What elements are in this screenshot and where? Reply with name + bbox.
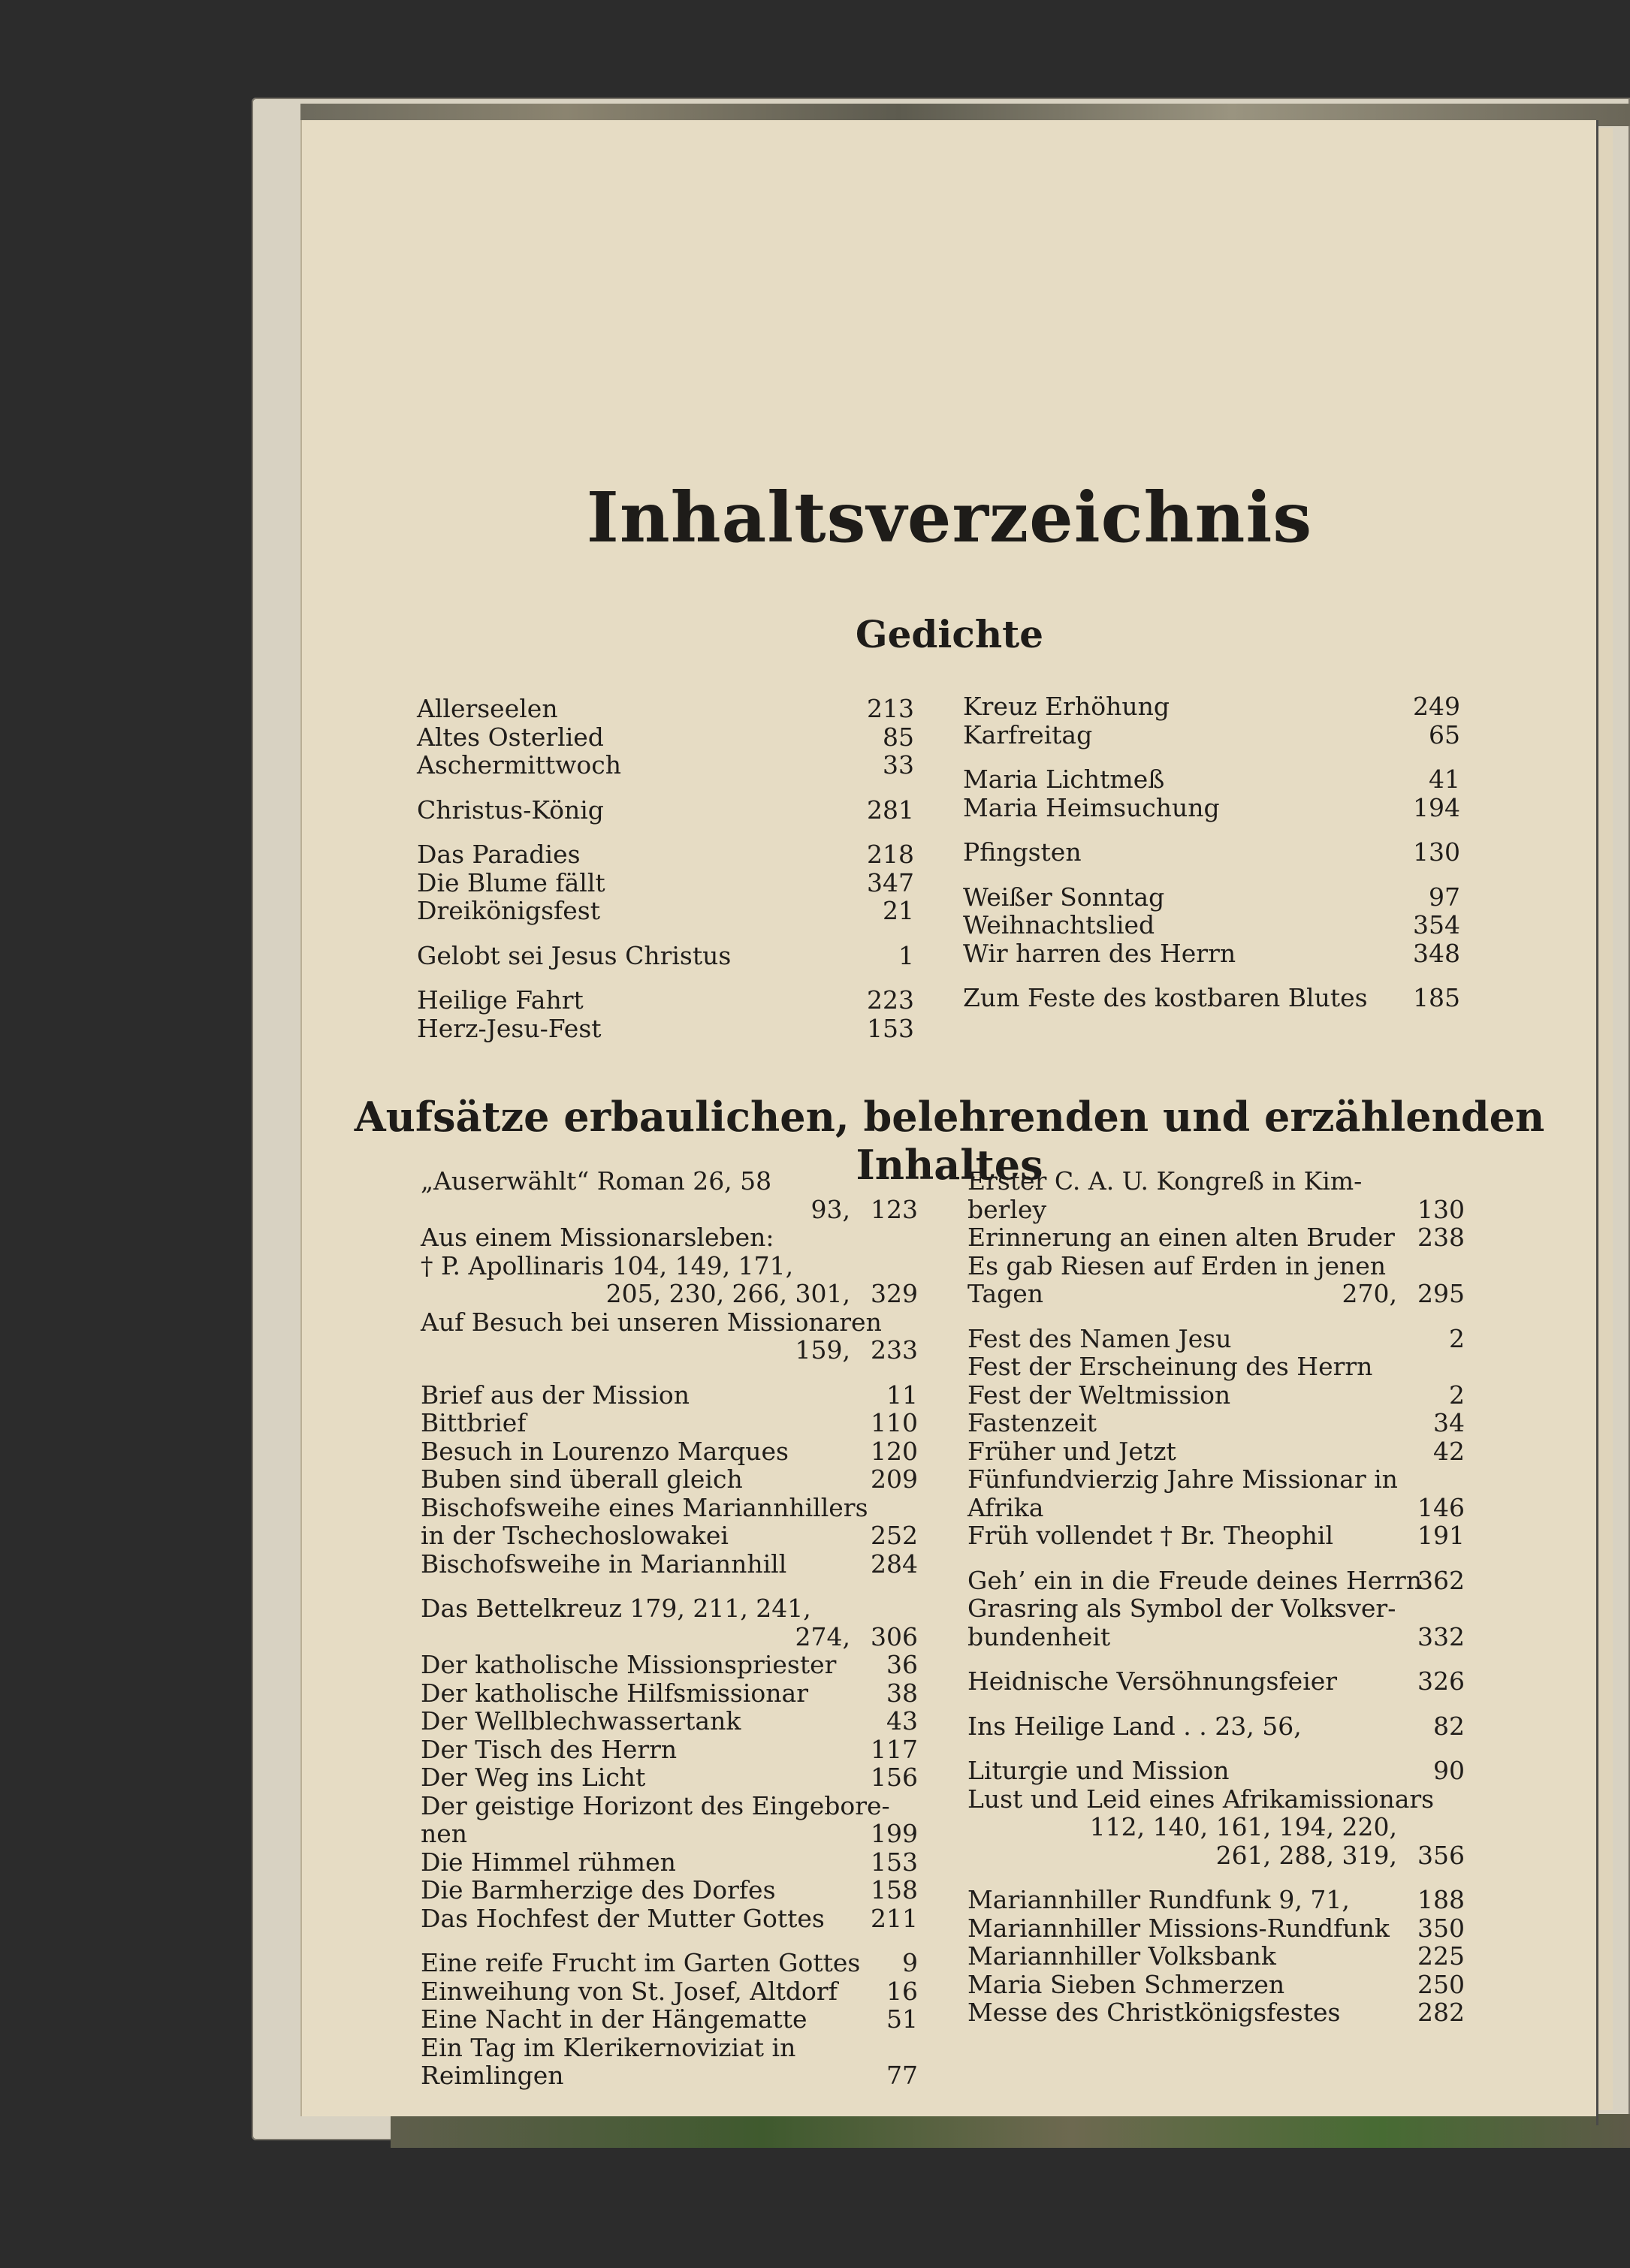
toc-entry xyxy=(417,840,920,869)
toc-entry-page: 252 xyxy=(871,1521,918,1550)
marbled-cover-bottom xyxy=(391,2114,1630,2148)
toc-entry-title: Früher und Jetzt xyxy=(967,1436,1176,1466)
toc-entry-title: Wir harren des Herrn xyxy=(963,938,1236,968)
toc-entry-page: 354 xyxy=(1413,910,1460,939)
toc-entry xyxy=(417,1015,920,1043)
toc-entry-title: Das Hochfest der Mutter Gottes xyxy=(421,1903,825,1933)
toc-spacer xyxy=(963,749,1466,765)
toc-entry-page: 153 xyxy=(871,1847,918,1877)
toc-entry xyxy=(421,1437,924,1466)
toc-entry-title: Der Tisch des Herrn xyxy=(421,1734,678,1764)
toc-entry-page: 33 xyxy=(883,750,914,780)
toc-entry-page: 348 xyxy=(1413,938,1460,968)
toc-entry xyxy=(967,1567,1471,1595)
toc-entry-title: Gelobt sei Jesus Christus xyxy=(417,940,732,970)
toc-entry-title: „Auserwählt“ Roman 26, 58 xyxy=(421,1166,772,1196)
toc-spacer xyxy=(967,1696,1471,1712)
toc-entry xyxy=(967,1623,1471,1651)
toc-entry xyxy=(967,1381,1471,1410)
toc-entry-title: Der katholische Missionspriester xyxy=(421,1650,837,1679)
toc-entry-title: Bischofsweihe eines Mariannhillers xyxy=(421,1492,868,1522)
toc-entry xyxy=(963,939,1466,968)
toc-entry-page: 120 xyxy=(871,1436,918,1466)
toc-entry xyxy=(963,911,1466,939)
toc-entry-page: 238 xyxy=(1417,1223,1465,1252)
toc-entry xyxy=(967,1280,1471,1308)
toc-entry xyxy=(963,692,1466,721)
toc-entry xyxy=(967,1712,1471,1741)
toc-entry-title: Lust und Leid eines Afrikamissionars xyxy=(967,1784,1435,1814)
toc-entry xyxy=(967,1223,1471,1252)
toc-entry xyxy=(963,883,1466,912)
toc-entry xyxy=(967,1971,1471,1999)
toc-entry-page: 350 xyxy=(1417,1913,1465,1943)
toc-spacer xyxy=(417,970,920,986)
page xyxy=(300,120,1598,2116)
toc-entry-page: 65 xyxy=(1429,719,1460,749)
toc-entry-title: Eine Nacht in der Hängematte xyxy=(421,2004,807,2034)
toc-entry xyxy=(421,1409,924,1437)
toc-entry-title: Aus einem Missionarsleben: xyxy=(421,1223,774,1252)
toc-entry-title: Tagen xyxy=(967,1279,1044,1308)
toc-entry-title: Zum Feste des kostbaren Blutes xyxy=(963,983,1368,1012)
toc-column-gedichte-right xyxy=(963,692,1466,1012)
toc-entry-title: Dreikönigsfest xyxy=(417,896,600,925)
toc-spacer xyxy=(967,1550,1471,1567)
toc-entry-title: Maria Lichtmeß xyxy=(963,765,1165,794)
toc-spacer xyxy=(417,780,920,796)
toc-entry xyxy=(967,1785,1471,1814)
toc-entry xyxy=(967,1353,1471,1381)
toc-entry-title: Das Paradies xyxy=(417,840,581,869)
toc-entry xyxy=(967,1841,1471,1870)
toc-entry-title: Maria Sieben Schmerzen xyxy=(967,1969,1285,1999)
toc-entry-title: Aschermittwoch xyxy=(417,750,622,780)
toc-spacer xyxy=(421,1578,924,1594)
toc-entry-page: 332 xyxy=(1417,1621,1465,1651)
toc-entry-title: Messe des Christkönigsfestes xyxy=(967,1998,1341,2027)
toc-entry-page: 223 xyxy=(867,985,914,1015)
toc-entry xyxy=(421,1820,924,1848)
toc-entry xyxy=(967,1325,1471,1353)
toc-entry-title: Die Himmel rühmen xyxy=(421,1847,676,1877)
toc-entry xyxy=(417,751,920,780)
toc-entry-pages: 261, 288, 319, xyxy=(1215,1840,1397,1870)
toc-entry-title: Christus-König xyxy=(417,795,604,825)
toc-entry xyxy=(421,1876,924,1905)
toc-entry-title: Erinnerung an einen alten Bruder xyxy=(967,1223,1395,1252)
toc-spacer xyxy=(417,824,920,840)
toc-entry xyxy=(417,942,920,970)
toc-entry-title: Mariannhiller Rundfunk 9, 71, xyxy=(967,1885,1350,1914)
toc-entry-title: Es gab Riesen auf Erden in jenen xyxy=(967,1250,1387,1280)
toc-entry-page: 16 xyxy=(886,1976,918,2006)
toc-entry-pages: 159, xyxy=(795,1335,850,1365)
toc-entry-page: 156 xyxy=(871,1763,918,1792)
toc-entry-page: 356 xyxy=(1417,1840,1465,1870)
toc-entry-page: 213 xyxy=(867,694,914,723)
toc-entry-page: 51 xyxy=(886,2004,918,2034)
toc-entry-page: 36 xyxy=(886,1650,918,1679)
toc-entry xyxy=(967,1494,1471,1522)
toc-entry-page: 188 xyxy=(1417,1885,1465,1914)
toc-entry-title: Altes Osterlied xyxy=(417,722,604,752)
toc-entry-page: 158 xyxy=(871,1875,918,1905)
toc-spacer xyxy=(421,1932,924,1949)
toc-entry xyxy=(421,1905,924,1933)
toc-entry-page: 97 xyxy=(1429,882,1460,912)
toc-entry-page: 1 xyxy=(898,940,914,970)
page-title: Inhaltsverzeichnis xyxy=(586,477,1313,558)
toc-spacer xyxy=(967,1308,1471,1325)
toc-column-aufsaetze-right xyxy=(967,1167,1471,2027)
toc-entry-page: 90 xyxy=(1433,1756,1465,1785)
toc-entry-page: 233 xyxy=(871,1335,918,1365)
toc-entry xyxy=(967,1914,1471,1943)
toc-entry-title: Erster C. A. U. Kongreß in Kim- xyxy=(967,1166,1363,1196)
toc-entry-title: in der Tschechoslowakei xyxy=(421,1521,729,1550)
toc-spacer xyxy=(417,925,920,942)
toc-entry-title: Fest der Erscheinung des Herrn xyxy=(967,1352,1373,1381)
toc-spacer xyxy=(963,822,1466,838)
toc-entry xyxy=(421,2005,924,2034)
toc-entry-title: Afrika xyxy=(967,1492,1044,1522)
toc-entry-page: 117 xyxy=(871,1734,918,1764)
toc-entry xyxy=(963,838,1466,867)
toc-entry-title: Mariannhiller Volksbank xyxy=(967,1941,1276,1971)
toc-entry xyxy=(967,1409,1471,1437)
toc-entry xyxy=(417,869,920,897)
toc-entry-title: Die Blume fällt xyxy=(417,867,605,897)
toc-entry-page: 329 xyxy=(871,1279,918,1308)
toc-entry-title: Bittbrief xyxy=(421,1408,527,1437)
toc-entry-title: Der Wellblechwassertank xyxy=(421,1706,741,1736)
toc-entry-title: Brief aus der Mission xyxy=(421,1380,690,1410)
toc-entry-page: 153 xyxy=(867,1013,914,1043)
toc-entry-page: 347 xyxy=(867,867,914,897)
toc-entry-page: 2 xyxy=(1449,1323,1465,1353)
toc-entry-page: 249 xyxy=(1413,692,1460,721)
section-heading-aufsaetze: Aufsätze erbaulichen, belehrenden und erzählenden Inhaltes xyxy=(354,1093,1545,1189)
toc-entry xyxy=(967,1757,1471,1785)
toc-entry-title: Buben sind überall gleich xyxy=(421,1464,743,1494)
section-heading-gedichte: Gedichte xyxy=(855,612,1044,656)
toc-entry-title: Liturgie und Mission xyxy=(967,1756,1230,1785)
toc-entry-title: Mariannhiller Missions-Rundfunk xyxy=(967,1913,1390,1943)
toc-entry xyxy=(963,794,1466,822)
toc-entry-page: 21 xyxy=(883,896,914,925)
toc-entry xyxy=(421,1949,924,1977)
toc-entry-title: Heilige Fahrt xyxy=(417,985,584,1015)
toc-entry-title: Karfreitag xyxy=(963,719,1093,749)
toc-entry xyxy=(421,1736,924,1764)
toc-entry xyxy=(967,1252,1471,1280)
toc-entry xyxy=(417,723,920,752)
toc-entry-title: Weihnachtslied xyxy=(963,910,1155,939)
toc-entry xyxy=(963,765,1466,794)
toc-entry-title: Fastenzeit xyxy=(967,1408,1097,1437)
toc-entry-title: Allerseelen xyxy=(417,694,558,723)
toc-entry-page: 41 xyxy=(1429,765,1460,794)
toc-entry-page: 43 xyxy=(886,1706,918,1736)
toc-entry xyxy=(421,1223,924,1252)
toc-entry-title: Fest des Namen Jesu xyxy=(967,1323,1232,1353)
toc-entry-title: Grasring als Symbol der Volksver- xyxy=(967,1594,1396,1623)
toc-spacer xyxy=(963,967,1466,984)
page-gutter xyxy=(1596,120,1598,2125)
toc-entry xyxy=(967,1437,1471,1466)
toc-entry-page: 130 xyxy=(1413,837,1460,867)
toc-entry xyxy=(421,1550,924,1579)
toc-entry-title: Eine reife Frucht im Garten Gottes xyxy=(421,1948,861,1977)
toc-entry xyxy=(421,1977,924,2006)
toc-entry-page: 34 xyxy=(1433,1408,1465,1437)
toc-spacer xyxy=(967,1651,1471,1667)
toc-entry-title: berley xyxy=(967,1194,1047,1224)
toc-spacer xyxy=(967,1740,1471,1757)
toc-entry-title: nen xyxy=(421,1819,468,1848)
toc-entry xyxy=(967,1942,1471,1971)
toc-entry xyxy=(421,2034,924,2062)
toc-entry-title: Reimlingen xyxy=(421,2061,564,2090)
toc-entry xyxy=(967,1886,1471,1914)
toc-entry xyxy=(421,1280,924,1308)
toc-entry-page: 85 xyxy=(883,722,914,752)
toc-entry-pages: 112, 140, 161, 194, 220, xyxy=(1089,1812,1397,1841)
toc-entry-page: 82 xyxy=(1433,1711,1465,1741)
toc-entry-page: 209 xyxy=(871,1464,918,1494)
toc-entry xyxy=(421,1196,924,1224)
toc-entry-title: Der geistige Horizont des Eingebore- xyxy=(421,1790,890,1820)
toc-entry xyxy=(963,721,1466,749)
toc-entry xyxy=(967,1998,1471,2027)
toc-entry-page: 146 xyxy=(1417,1492,1465,1522)
toc-entry xyxy=(421,1252,924,1280)
toc-entry xyxy=(421,1336,924,1365)
toc-entry xyxy=(967,1667,1471,1696)
toc-entry xyxy=(421,1792,924,1820)
toc-entry xyxy=(417,796,920,825)
toc-entry-title: Maria Heimsuchung xyxy=(963,792,1220,822)
toc-entry-title: Weißer Sonntag xyxy=(963,882,1165,912)
toc-entry-page: 194 xyxy=(1413,792,1460,822)
toc-entry-page: 9 xyxy=(902,1948,918,1977)
toc-entry xyxy=(417,897,920,925)
toc-entry xyxy=(967,1196,1471,1224)
toc-entry-page: 199 xyxy=(871,1819,918,1848)
toc-column-gedichte-left xyxy=(417,695,920,1042)
toc-entry-title: Bischofsweihe in Mariannhill xyxy=(421,1549,787,1579)
toc-entry-title: bundenheit xyxy=(967,1621,1111,1651)
toc-entry-title: Ein Tag im Klerikernoviziat in xyxy=(421,2032,796,2062)
toc-spacer xyxy=(963,867,1466,883)
toc-column-aufsaetze-left xyxy=(421,1167,924,2090)
toc-entry-page: 282 xyxy=(1417,1998,1465,2027)
toc-entry xyxy=(421,1494,924,1522)
toc-entry-page: 11 xyxy=(886,1380,918,1410)
toc-entry xyxy=(967,1465,1471,1494)
toc-entry-page: 130 xyxy=(1417,1194,1465,1224)
toc-spacer xyxy=(421,1365,924,1381)
toc-entry-title: Heidnische Versöhnungsfeier xyxy=(967,1666,1338,1696)
toc-entry-title: Das Bettelkreuz 179, 211, 241, xyxy=(421,1594,811,1623)
toc-entry-title: Auf Besuch bei unseren Missionaren xyxy=(421,1307,882,1337)
toc-entry-title: Einweihung von St. Josef, Altdorf xyxy=(421,1976,838,2006)
toc-entry-title: Besuch in Lourenzo Marques xyxy=(421,1436,789,1466)
toc-entry-title: Der katholische Hilfsmissionar xyxy=(421,1678,808,1708)
toc-entry xyxy=(421,1651,924,1679)
toc-entry-title: Geh’ ein in die Freude deines Herrn xyxy=(967,1565,1423,1595)
toc-entry xyxy=(421,1522,924,1550)
toc-entry-page: 326 xyxy=(1417,1666,1465,1696)
toc-entry xyxy=(421,1594,924,1623)
toc-entry xyxy=(421,1381,924,1410)
toc-entry-pages: 270, xyxy=(1342,1279,1397,1308)
toc-entry-title: Ins Heilige Land . . 23, 56, xyxy=(967,1711,1302,1741)
toc-entry xyxy=(421,1465,924,1494)
toc-entry-title: Kreuz Erhöhung xyxy=(963,692,1170,721)
toc-entry-page: 42 xyxy=(1433,1436,1465,1466)
toc-entry xyxy=(421,1848,924,1877)
toc-entry-title: Herz-Jesu-Fest xyxy=(417,1013,602,1043)
toc-entry xyxy=(963,984,1466,1012)
toc-entry-page: 110 xyxy=(871,1408,918,1437)
toc-entry xyxy=(417,986,920,1015)
toc-entry-page: 295 xyxy=(1417,1279,1465,1308)
toc-entry-page: 218 xyxy=(867,840,914,869)
toc-entry xyxy=(967,1522,1471,1550)
toc-entry-title: Der Weg ins Licht xyxy=(421,1763,646,1792)
toc-entry-page: 306 xyxy=(871,1621,918,1651)
toc-entry xyxy=(421,1679,924,1708)
toc-entry-title: Fünfundvierzig Jahre Missionar in xyxy=(967,1464,1398,1494)
toc-entry-page: 191 xyxy=(1417,1521,1465,1550)
toc-entry xyxy=(417,695,920,723)
toc-entry xyxy=(421,1308,924,1337)
toc-entry-page: 281 xyxy=(867,795,914,825)
toc-entry-page: 284 xyxy=(871,1549,918,1579)
toc-entry xyxy=(421,1167,924,1196)
toc-entry-title: Früh vollendet † Br. Theophil xyxy=(967,1521,1333,1550)
toc-entry xyxy=(967,1594,1471,1623)
toc-entry-page: 250 xyxy=(1417,1969,1465,1999)
toc-entry xyxy=(421,1763,924,1792)
toc-spacer xyxy=(967,1869,1471,1886)
toc-entry xyxy=(421,1707,924,1736)
toc-entry xyxy=(421,2061,924,2090)
toc-entry-page: 38 xyxy=(886,1678,918,1708)
toc-entry-pages: 274, xyxy=(795,1621,850,1651)
toc-entry-pages: 93, xyxy=(810,1194,850,1224)
toc-entry-page: 211 xyxy=(871,1903,918,1933)
toc-entry-title: Die Barmherzige des Dorfes xyxy=(421,1875,776,1905)
toc-entry-title: Fest der Weltmission xyxy=(967,1380,1231,1410)
toc-entry-page: 185 xyxy=(1413,983,1460,1012)
toc-entry-pages: 205, 230, 266, 301, xyxy=(605,1279,850,1308)
toc-entry-title: † P. Apollinaris 104, 149, 171, xyxy=(421,1250,794,1280)
toc-entry xyxy=(421,1623,924,1651)
toc-entry-page: 225 xyxy=(1417,1941,1465,1971)
toc-entry-title: Pfingsten xyxy=(963,837,1082,867)
toc-entry-page: 123 xyxy=(871,1194,918,1224)
toc-entry xyxy=(967,1813,1471,1841)
toc-entry-page: 362 xyxy=(1417,1565,1465,1595)
toc-entry-page: 2 xyxy=(1449,1380,1465,1410)
toc-entry-page: 77 xyxy=(886,2061,918,2090)
toc-entry xyxy=(967,1167,1471,1196)
